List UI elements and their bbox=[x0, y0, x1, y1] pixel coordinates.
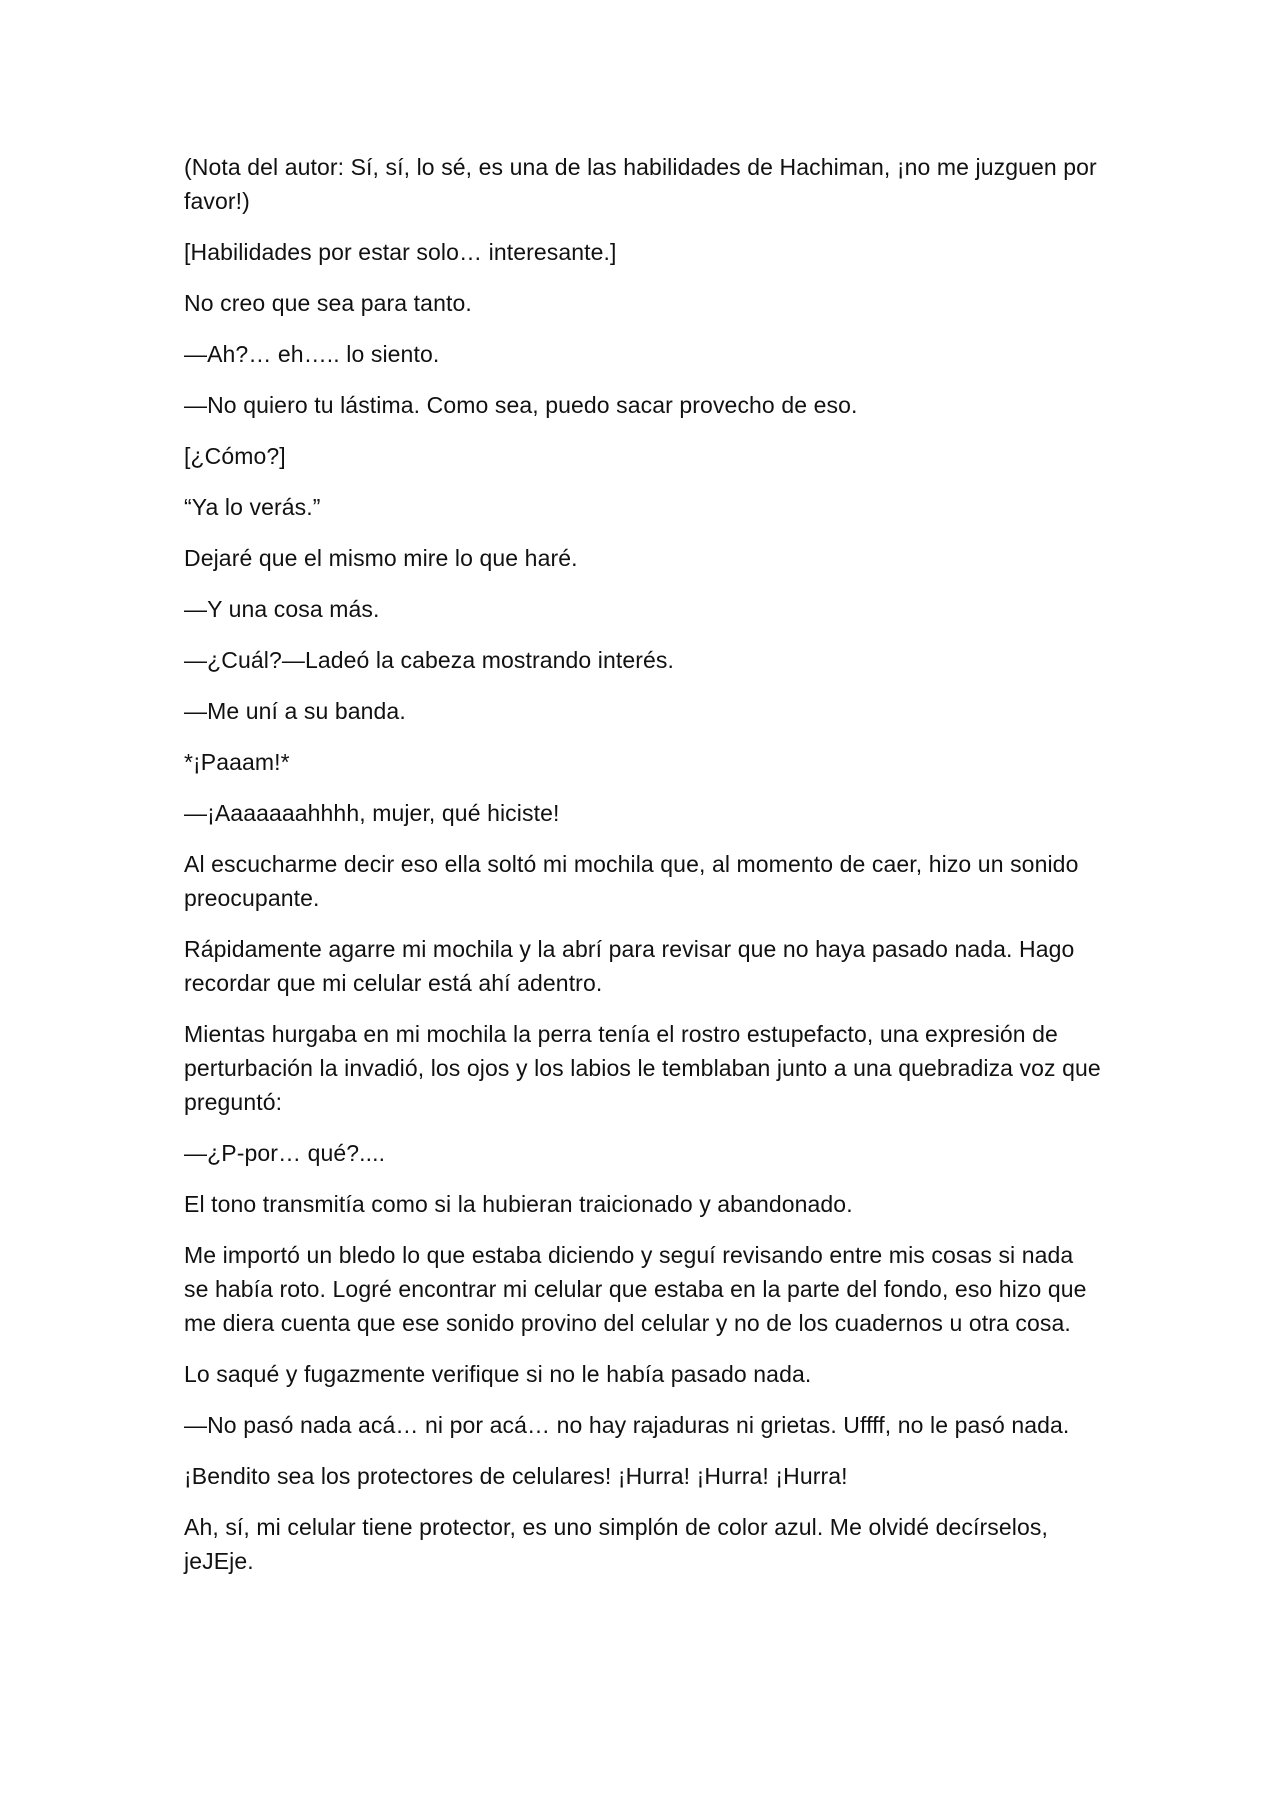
paragraph: Mientas hurgaba en mi mochila la perra tenía el rostro estupefacto, una expresión de perturbación la invadió, los ojos y los labios le temblaban junto a una quebradiza voz que preguntó: bbox=[184, 1021, 1101, 1115]
paragraph: Lo saqué y fugazmente verifique si no le había pasado nada. bbox=[184, 1361, 812, 1387]
paragraph: El tono transmitía como si la hubieran traicionado y abandonado. bbox=[184, 1191, 853, 1217]
paragraph: (Nota del autor: Sí, sí, lo sé, es una de las habilidades de Hachiman, ¡no me juzguen por favor!) bbox=[184, 154, 1097, 214]
paragraph: “Ya lo verás.” bbox=[184, 494, 321, 520]
paragraph: Dejaré que el mismo mire lo que haré. bbox=[184, 545, 578, 571]
paragraph: —¿Cuál?—Ladeó la cabeza mostrando interés. bbox=[184, 647, 675, 673]
paragraph: Ah, sí, mi celular tiene protector, es uno simplón de color azul. Me olvidé decírselos, jeJEje. bbox=[184, 1514, 1048, 1574]
paragraph: —¡Aaaaaaahhhh, mujer, qué hiciste! bbox=[184, 800, 560, 826]
paragraph: No creo que sea para tanto. bbox=[184, 290, 472, 316]
paragraph: —No pasó nada acá… ni por acá… no hay rajaduras ni grietas. Uffff, no le pasó nada. bbox=[184, 1412, 1070, 1438]
paragraph: —Y una cosa más. bbox=[184, 596, 380, 622]
paragraph: Al escucharme decir eso ella soltó mi mochila que, al momento de caer, hizo un sonido preocupante. bbox=[184, 851, 1079, 911]
paragraph: Rápidamente agarre mi mochila y la abrí para revisar que no haya pasado nada. Hago recordar que mi celular está ahí adentro. bbox=[184, 936, 1075, 996]
paragraph: —No quiero tu lástima. Como sea, puedo sacar provecho de eso. bbox=[184, 392, 858, 418]
paragraph: [¿Cómo?] bbox=[184, 443, 286, 469]
paragraph: [Habilidades por estar solo… interesante.] bbox=[184, 239, 617, 265]
paragraph: Me importó un bledo lo que estaba diciendo y seguí revisando entre mis cosas si nada se había roto. Logré encontrar mi celular que estaba en la parte del fondo, eso hizo que me diera cuenta que ese sonido provino del celular y no de los cuadernos u otra cosa. bbox=[184, 1242, 1087, 1336]
paragraph: —Ah?… eh….. lo siento. bbox=[184, 341, 440, 367]
paragraph: *¡Paaam!* bbox=[184, 749, 290, 775]
paragraph: ¡Bendito sea los protectores de celulares! ¡Hurra! ¡Hurra! ¡Hurra! bbox=[184, 1463, 848, 1489]
paragraph: —¿P-por… qué?.... bbox=[184, 1140, 386, 1166]
document-body bbox=[184, 150, 1104, 1595]
paragraph: —Me uní a su banda. bbox=[184, 698, 406, 724]
